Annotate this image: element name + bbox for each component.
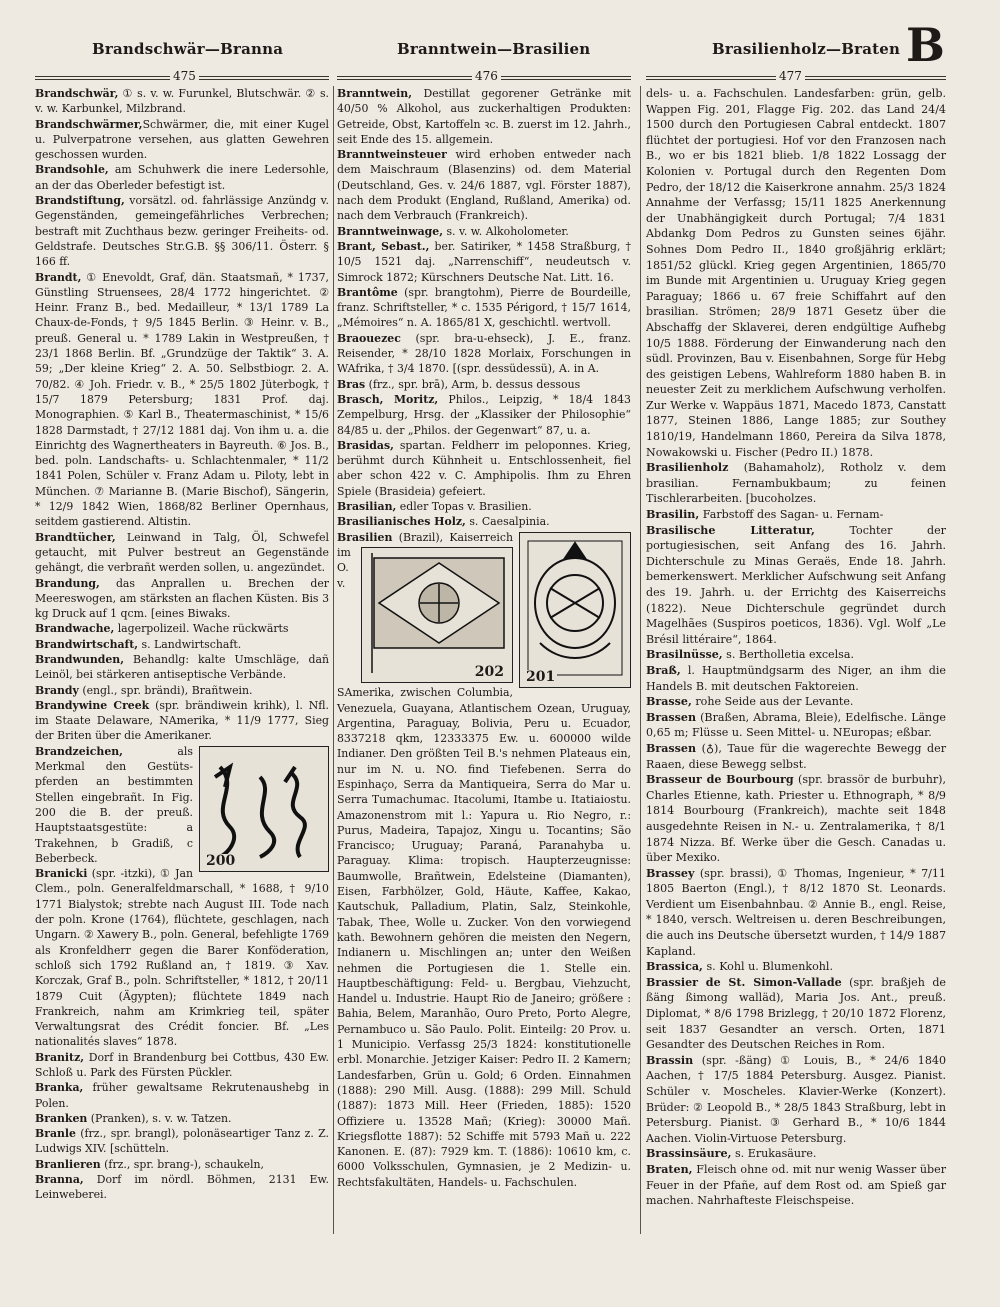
entry-headword: Branlieren (35, 1157, 101, 1171)
dictionary-entry (646, 694, 946, 710)
dictionary-entry (35, 576, 329, 622)
figure-illustration (519, 532, 631, 688)
dictionary-entry (337, 377, 631, 392)
dictionary-entry (35, 86, 329, 117)
dictionary-entry (35, 1157, 329, 1172)
page-number: 476 (472, 69, 501, 83)
entry-body: wird erhoben entweder nach dem Maischraum (Blasenzins) od. dem Material (Deutschland, Ges. v. 24/6 1887, vgl. Förster 1887), nach dem Produkt (England, Rußland, Amerika) od. nach dem Verbrauch (Frankreich). (337, 148, 631, 223)
entry-body: (spr. brassi), ① Thomas, Ingenieur, * 7/11 1805 Baerton (Engl.), † 8/12 1870 St. Leonards. Verdient um Eisenbahnbau. ② Annie B., engl. Reise, * 1840, versch. Weltreisen u. deren Beschreibungen, die auch ins Deutsche übersetzt wurden, † 14/9 1887 Kapland. (646, 866, 946, 958)
entry-headword: Brandzeichen, (35, 744, 123, 758)
entry-headword: Branken (35, 1111, 88, 1125)
entry-headword: Brasch, Moritz, (337, 392, 439, 406)
dictionary-entry (337, 331, 631, 377)
entry-body: (spr. -itzki), ① Jan Clem., poln. Generalfeldmarschall, * 1688, † 9/10 1771 Bialystok; strebte nach August III. Tode nach der poln. Krone (1764), flüchtete, geschlagen, nach Ungarn. ② Xawery B., poln. General, befehligte 1769 als Kronfeldherr gegen die Barer Konföderation, schloß sich 1792 Rußland an, † 1819. ③ Xav. Korczak, Graf B., poln. Schriftsteller, * 1812, † 20/11 1879 Cuit (Ägypten); flüchtete 1849 nach Frankreich, nahm am Krimkrieg teil, später Verwaltungsrat des Crédit foncier. Bf. „Les nationalités slaves“ 1878. (35, 867, 329, 1049)
entry-body: Tochter der portugiesischen, seit Anfang des 16. Jahrh. Dichterschule zu Minas Geraës, Ende 18. Jahrh. bemerkenswert. Merklicher Aufschwung seit Anfang des 19. Jahrh. u. der Errichtg des Kaiserreichs (1822). Neue Dichterschule gegründet durch Magelhães (Suspiros poeticos, 1836). Vgl. Wolf „Le Brésil littéraire“, 1864. (646, 523, 946, 646)
entry-headword: Brassier de St. Simon-Vallade (646, 975, 842, 989)
dictionary-entry (35, 866, 329, 1050)
entry-headword: Brasilienholz (646, 461, 729, 475)
entry-headword: Braouezec (337, 331, 401, 345)
entry-headword: Branle (35, 1127, 76, 1141)
entry-body: (spr. brändiwein krihk), l. Nfl. im Staate Delaware, NAmerika, * 11/9 1777, Sieg der Briten über die Amerikaner. (35, 698, 329, 743)
entry-body: Behandlg: kalte Umschläge, dañ Leinöl, bei stärkeren antiseptische Verbände. (35, 652, 329, 682)
entry-headword: Branntwein, (337, 87, 413, 100)
dictionary-entry (35, 698, 329, 744)
figure-illustration (199, 746, 329, 872)
dictionary-entry (646, 507, 946, 523)
entry-headword: Brasseur de Bourbourg (646, 773, 794, 787)
entry-body: s. Landwirtschaft. (138, 637, 242, 651)
entry-headword: Brandywine Creek (35, 698, 150, 712)
entry-body: das Anprallen u. Brechen der Meereswogen, am stärksten an flachen Küsten. Bis 3 kg Druck auf 1 qcm. [eines Biwaks. (35, 576, 329, 621)
dictionary-entry (337, 499, 631, 514)
entry-body: ① Enevoldt, Graf, dän. Staatsmañ, * 1737, Günstling Struensees, 28/4 1772 hingerichtet. ② Heinr. Franz B., bed. Medailleur, * 13/1 1789 La Chaux-de-Fonds, † 9/5 1845 Berlin. ③ Heinr. v. B., preuß. General u. * 1789 Lakin in Westpreußen, † 23/1 1868 Berlin. Bf. „Grundzüge der Taktik“ 3. A. 59; „Der kleine Krieg“ 2. A. 50. Selbstbiogr. 2. A. 70/82. ④ Joh. Friedr. v. B., * 25/5 1802 Jüterbogk, † 15/7 1879 Petersburg; 1831 Prof. daj. Monographien. ⑤ Karl B., Theatermaschinist, * 15/6 1828 Darmstadt, † 27/12 1881 daj. Von ihm u. a. die Einrichtg des Wagnertheaters in Bayreuth. ⑥ Jos. B., bed. poln. Landschafts- u. Schlachtenmaler, * 11/2 1841 Polen, Schüler v. Franz Adam u. Piloty, lebt in München. ⑦ Marianne B. (Marie Bischof), Sängerin, * 12/9 1842 Wien, 1868/82 Berliner Opernhaus, seitdem gastierend. Altistin. (35, 270, 329, 529)
entry-headword: Brasilien (337, 530, 393, 544)
entry-headword: Brantôme (337, 285, 398, 299)
figure-illustration (361, 547, 513, 683)
entry-headword: Brassen (646, 741, 697, 755)
column-1 (35, 86, 329, 1203)
dictionary-entry (35, 744, 329, 869)
dictionary-entry (646, 1162, 946, 1209)
entry-headword: Brassica, (646, 960, 703, 974)
entry-body: (spr. brangtohm), Pierre de Bourdeille, franz. Schriftsteller, * c. 1535 Périgord, † 15/7 1614, „Mémoires“ n. A. 1865/81 X, geschichtl. wertvoll. (337, 285, 631, 330)
entry-body: Farbstoff des Sagan- u. Fernam- (699, 508, 884, 522)
entry-headword: Brasilnüsse, (646, 648, 723, 662)
entry-headword: Brandwunden, (35, 652, 124, 666)
entry-body: s. Caesalpinia. (465, 515, 550, 529)
page-number-row-1 (35, 70, 329, 84)
entry-body: Leinwand in Talg, Öl, Schwefel getaucht, mit Pulver bestreut an Gegenstände gehängt, die verbrañt werden sollen, u. angezündet. (35, 530, 329, 575)
column-2 (337, 86, 631, 1190)
entry-headword: Branna, (35, 1173, 84, 1187)
entry-body: l. Hauptmündgsarm des Niger, an ihm die Handels B. mit deutschen Faktoreien. (646, 663, 946, 693)
dictionary-entry (35, 117, 329, 163)
entry-body: Fleisch ohne od. mit nur wenig Wasser über Feuer in der Pfañe, auf dem Rost od. am Spieß gar machen. Nahrhafteste Fleischspeise. (646, 1162, 946, 1208)
entry-body: (spr. -ßäng) ① Louis, B., * 24/6 1840 Aachen, † 17/5 1884 Petersburg. Ausgez. Pianist. Schüler v. Moscheles. Klavier-Werke (Konzert). Brüder: ② Leopold B., * 28/5 1843 Straßburg, lebt in Petersburg. Pianist. ③ Gerhard B., * 10/6 1844 Aachen. Violin-Virtuose Petersburg. (646, 1053, 946, 1145)
entry-body: am Schuhwerk die inere Ledersohle, an der das Oberleder befestigt ist. (35, 163, 329, 192)
entry-headword: Branntweinsteuer (337, 148, 447, 162)
entry-body: (spr. braßjeh de ßäng ßimong walläd), Maria Jos. Ant., preuß. Diplomat, * 8/6 1798 Brizlegg, † 20/10 1872 Florenz, seit 1837 Gesandter an versch. Orten, 1871 Gesandter des Deutschen Reiches in Rom. (646, 975, 947, 1052)
entry-body: (spr. brassör de burbuhr), Charles Etienne, kath. Priester u. Ethnograph, * 8/9 1814 Bourbourg (Frankreich), machte seit 1848 ausgedehnte Reisen in N.- u. Zentralamerika, † 8/1 1874 Nizza. Bf. Werke über die Gesch. Canadas u. über Mexiko. (646, 773, 947, 865)
dictionary-entry (337, 86, 631, 147)
dictionary-entry (646, 741, 946, 772)
column-3 (646, 86, 946, 1209)
column-divider (333, 86, 334, 1234)
figure-number: 202 (474, 663, 504, 680)
entry-headword: Brant, Sebast., (337, 239, 430, 253)
entry-headword: Brandschwär, (35, 87, 119, 100)
entry-body: ① s. v. w. Furunkel, Blutschwär. ② s. v. w. Karbunkel, Milzbrand. (35, 87, 329, 116)
entry-body: rohe Seide aus der Levante. (691, 695, 854, 709)
dictionary-entry (337, 285, 631, 331)
entry-body: (Braßen, Abrama, Bleie), Edelfische. Länge 0,65 m; Flüsse u. Seen Mittel- u. NEuropas; eßbar. (646, 710, 946, 740)
dictionary-entry (337, 514, 631, 529)
entry-body: (frz., spr. brangl), polonäseartiger Tanz z. Z. Ludwigs XIV. [schütteln. (35, 1127, 329, 1156)
entry-body: als Merkmal den Gestüts-pferden an bestimmten Stellen eingebrañt. In Fig. 200 die B. der preuß. Hauptstaatsgestüte: a Trakehnen, b Gradiß, c Beberbeck. (35, 744, 193, 865)
dictionary-entry (646, 866, 946, 960)
page-number: 477 (776, 69, 805, 83)
page-number-row-3 (646, 70, 946, 84)
entry-headword: Brasse, (646, 695, 692, 709)
dictionary-entry (337, 224, 631, 239)
dictionary-entry (646, 647, 946, 663)
entry-headword: Brassen (646, 710, 697, 724)
dictionary-entry (337, 530, 631, 1190)
entry-headword: Brasilische Litteratur, (646, 523, 815, 537)
entry-headword: Brasilin, (646, 508, 700, 522)
entry-headword: Brassey (646, 866, 695, 880)
entry-body: (Pranken), s. v. w. Tatzen. (87, 1111, 232, 1125)
entry-headword: Braß, (646, 663, 681, 677)
running-head-left: Brandschwär—Branna (92, 40, 284, 58)
entry-body: edler Topas v. Brasilien. (396, 500, 532, 514)
dictionary-entry (337, 392, 631, 438)
entry-body: Dorf im nördl. Böhmen, 2131 Ew. Leinweberei. (35, 1173, 329, 1202)
entry-headword: Branicki (35, 867, 88, 881)
running-head-right: Brasilienholz—Braten (712, 40, 901, 58)
entry-headword: Brasilian, (337, 500, 397, 514)
entry-headword: Brassin (646, 1053, 694, 1067)
dictionary-entry (646, 975, 946, 1053)
dictionary-entry (646, 772, 946, 866)
entry-body: dels- u. a. Fachschulen. Landesfarben: grün, gelb. Wappen Fig. 201, Flagge Fig. 202. das Land 24/4 1500 durch den Portugiesen Cabral entdeckt. 1807 flüchtet der portugiesi. Hof vor den Franzosen nach B., wo er bis 1821 blieb. 1/8 1822 Lossagg der Kolonien v. Portugal durch den Regenten Dom Pedro, der 18/12 die Kaiserkrone annahm. 25/3 1824 Annahme der Verfassg; 15/11 1825 Anerkennung der Unabhängigkeit durch Portugal; 7/4 1831 Abdankg Dom Pedros zu Gunsten seines 6jähr. Sohnes Dom Pedro II., 1840 großjährig erklärt; 1851/52 glückl. Krieg gegen Argentinien, 1865/70 im Bunde mit Argentinien u. Uruguay Krieg gegen Paraguay; 1866 u. 67 freie Schiffahrt auf den brasilian. Strömen; 28/9 1871 Gesetz über die Abschaffg der Sklaverei, deren endgültige Aufhebg 10/5 1888. Förderung der Einwanderung nach den südl. Provinzen, Bau v. Eisenbahnen, Sorge für Hebg des geistigen Lebens, Wahlreform 1880 haben B. in neuester Zeit zu merklichem Aufschwung verholfen. Zur Werke v. Wappäus 1871, Macedo 1873, Canstatt 1877, Steinen 1886, Lange 1885; zur Southey 1810/19, Handelmann 1860, Pereira da Silva 1878, Nowakowski u. Fischer (Pedro II.) 1878. (646, 87, 946, 459)
entry-headword: Branitz, (35, 1050, 85, 1064)
entry-body: Philos., Leipzig, * 18/4 1843 Zempelburg, Hrsg. der „Klassiker der Philosophie“ 84/85 u. der „Philos. der Gegenwart“ 87, u. a. (337, 392, 631, 437)
entry-headword: Brandschwärmer, (35, 117, 143, 131)
entry-body: (Bahamaholz), Rotholz v. dem brasilian. Fernambukbaum; zu feinen Tischlerarbeiten. [bucoholzes. (646, 461, 946, 506)
dictionary-entry (35, 162, 329, 193)
entry-body: s. Bertholletia excelsa. (722, 648, 855, 662)
entry-headword: Brandwirtschaft, (35, 637, 139, 651)
entry-headword: Branka, (35, 1081, 84, 1095)
dictionary-entry (35, 683, 329, 698)
entry-headword: Brandung, (35, 576, 100, 590)
dictionary-entry (35, 1111, 329, 1126)
entry-body: (Brazil), Kaiserreich im O. v. SAmerika, zwischen Columbia, Venezuela, Guayana, Atlantischem Ozean, Uruguay, Argentina, Paraguay, Bolivia, Peru u. Ecuador, 8337218 qkm, 12333375 Ew. u. 600000 wilde Indianer. Den größten Teil B.'s nehmen Plateaus ein, nur im N. u. NO. find Tiefebenen. Serra do Espinhaço, Serra da Mantiqueira, Serra do Mar u. Serra Tumachumac. Itacolumi, Itambe u. Itatiaiostu. Amazonenstrom mit l.: Yapura u. Rio Negro, r.: Purus, Madeira, Tapajoz, Xingu u. Tocantins; São Francisco; Uruguay; Paraná, Paranahyba u. Paraguay. Klima: tropisch. Haupterzeugnisse: Baumwolle, Brañtwein, Edelsteine (Diamanten), Eisen, Farbhölzer, Gold, Häute, Kaffee, Kakao, Kautschuk, Palladium, Platin, Salz, Steinkohle, Tabak, Thee, Wolle u. Zucker. Von den vorwiegend kath. Bewohnern gehören die meisten den Negern, Indianern u. Mischlingen an; unter den Weißen nehmen die Portugiesen die 1. Stelle ein. Hauptbeschäftigung: Feld- u. Bergbau, Viehzucht, Handel u. Industrie. Haupt Rio de Janeiro; größere : Bahia, Belem, Maranhão, Ouro Preto, Porto Alegre, Pernambuco u. São Paulo. Polit. Einteilg: 20 Prov. u. 1 Municipio. Verfassg 25/3 1824: konstitutionelle erbl. Monarchie. Jetziger Kaiser: Pedro II. 2 Kamern; Landesfarben, Grün u. Gold; 6 Orden. Einnahmen (1888): 290 Mill. Ausg. (1888): 299 Mill. Schuld (1887): 1873 Mill. Heer (Frieden, 1885): 1520 Offiziere u. 13528 Mañ; (Krieg): 30000 Mañ. Kriegsflotte 1887): 52 Schiffe mit 5793 Mañ u. 222 Kanonen. E. (87): 7929 km. T. (1886): 10610 km, c. 6000 Volksschulen, Gymnasien, je 2 Medizin- u. Rechtsfakultäten, Handels- u. Fachschulen. (337, 530, 631, 1189)
entry-body: s. Kohl u. Blumenkohl. (702, 960, 833, 974)
page-number: 475 (170, 69, 199, 83)
entry-body: (frz., spr. brang-), schaukeln, (100, 1157, 265, 1171)
dictionary-entry (35, 637, 329, 652)
running-head-center: Branntwein—Brasilien (397, 40, 591, 58)
figure-number: 201 (526, 668, 556, 685)
entry-body: (♁), Taue für die wagerechte Bewegg der Raaen, diese Bewegg selbst. (646, 741, 946, 771)
entry-body: spartan. Feldherr im peloponnes. Krieg, berühmt durch Kühnheit u. Entschlossenheit, fiel aber schon 422 v. C. Amphipolis. Ihm zu Ehren Spiele (Brasideia) gefeiert. (337, 438, 631, 498)
column-divider (640, 86, 641, 1234)
dictionary-entry (646, 86, 946, 460)
entry-headword: Brandtücher, (35, 530, 116, 544)
dictionary-entry (35, 1126, 329, 1157)
dictionary-entry (35, 193, 329, 269)
dictionary-entry (646, 959, 946, 975)
figure-number: 200 (206, 852, 236, 869)
dictionary-entry (35, 530, 329, 576)
entry-headword: Brandstiftung, (35, 194, 125, 208)
dictionary-entry (646, 663, 946, 694)
entry-headword: Branntweinwage, (337, 224, 443, 238)
dictionary-entry (337, 147, 631, 223)
dictionary-entry (646, 460, 946, 507)
entry-body: Schwärmer, die, mit einer Kugel u. Pulverpatrone versehen, aus glatten Gewehren geschossen wurden. (35, 117, 329, 162)
dictionary-entry (35, 1080, 329, 1111)
dictionary-entry (646, 1053, 946, 1147)
entry-headword: Brasidas, (337, 438, 394, 452)
entry-body: Dorf in Brandenburg bei Cottbus, 430 Ew. Schloß u. Park des Fürsten Pückler. (35, 1050, 329, 1079)
entry-headword: Brandwache, (35, 622, 115, 636)
dictionary-entry (337, 438, 631, 499)
entry-headword: Brandsohle, (35, 163, 109, 177)
dictionary-entry (35, 270, 329, 530)
page-number-row-2 (337, 70, 631, 84)
dictionary-entry (337, 239, 631, 285)
dictionary-entry (646, 1146, 946, 1162)
entry-body: vorsätzl. od. fahrlässige Anzündg v. Gegenständen, gemeingefährliches Verbrechen; bestraft mit Zuchthaus bezw. geringer Freiheits- od. Geldstrafe. Deutsches Str.G.B. §§ 306/11. Österr. § 166 ff. (35, 194, 329, 269)
dictionary-entry (35, 1172, 329, 1203)
dictionary-entry (646, 523, 946, 648)
entry-headword: Braten, (646, 1162, 693, 1176)
entry-body: (engl., spr. brändi), Brañtwein. (78, 683, 253, 697)
dictionary-entry (35, 652, 329, 683)
entry-body: ber. Satiriker, * 1458 Straßburg, † 10/5 1521 daj. „Narrenschiff“, neudeutsch v. Simrock 1872; Kürschners Deutsche Nat. Litt. 16. (337, 239, 631, 284)
entry-body: Destillat gegorener Getränke mit 40/50 % Alkohol, aus zuckerhaltigen Produkten: Getreide, Obst, Kartoffeln ꝛc. B. zuerst im 12. Jahrh., seit Ende des 15. allgemein. (337, 87, 631, 146)
entry-headword: Brasilianisches Holz, (337, 515, 466, 529)
entry-body: (spr. bra-u-ehseck), J. E., franz. Reisender, * 28/10 1828 Morlaix, Forschungen in WAfrika, † 3/4 1870. [(spr. dessüdessü), A. in A. (337, 331, 631, 376)
dictionary-entry (646, 710, 946, 741)
section-letter: B (906, 18, 945, 72)
entry-headword: Brandy (35, 683, 79, 697)
dictionary-entry (35, 1050, 329, 1081)
entry-body: (frz., spr. brā), Arm, b. dessus dessous (365, 377, 581, 391)
entry-body: s. v. w. Alkoholometer. (443, 224, 569, 238)
entry-headword: Brandt, (35, 270, 82, 284)
entry-headword: Bras (337, 377, 366, 391)
entry-body: früher gewaltsame Rekrutenaushebg in Polen. (35, 1081, 329, 1110)
entry-headword: Brassinsäure, (646, 1147, 732, 1161)
entry-body: lagerpolizeil. Wache rückwärts (114, 622, 289, 636)
entry-body: s. Erukasäure. (731, 1147, 817, 1161)
dictionary-entry (35, 621, 329, 636)
